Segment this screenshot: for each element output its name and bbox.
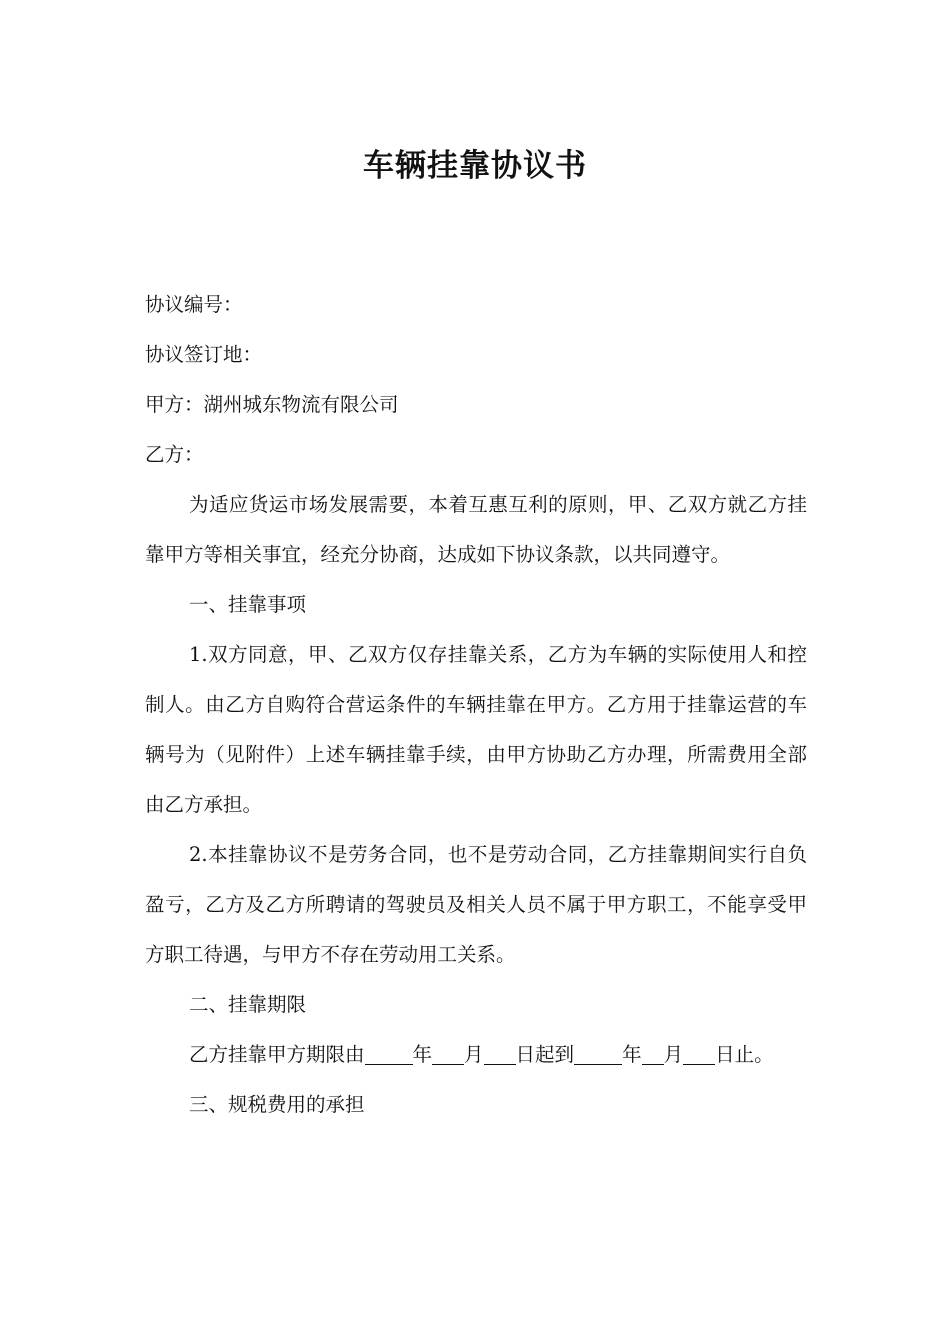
- start-day-blank: [484, 1044, 516, 1065]
- month-label: 月: [464, 1043, 484, 1066]
- section-2-term-paragraph: [145, 1030, 807, 1080]
- term-prefix: 乙方挂靠甲方期限由: [189, 1043, 365, 1066]
- day-from-label: 日起到: [515, 1043, 575, 1066]
- section-1-heading: 一、挂靠事项: [189, 593, 307, 616]
- end-month-label: 月: [663, 1043, 684, 1066]
- end-month-blank: [642, 1044, 664, 1065]
- intro-paragraph: 为适应货运市场发展需要，本着互惠互利的原则，甲、乙双方就乙方挂靠甲方等相关事宜，经充分协商，达成如下协议条款，以共同遵守。: [145, 493, 807, 566]
- term-end-label: 止。: [734, 1043, 774, 1066]
- section-2-heading: 二、挂靠期限: [189, 993, 307, 1016]
- end-year-blank: [574, 1044, 622, 1065]
- end-day-blank: [683, 1044, 715, 1065]
- agreement-number-field: 协议编号：: [145, 293, 243, 316]
- start-month-blank: [432, 1044, 464, 1065]
- end-year-label: 年: [622, 1043, 642, 1066]
- start-year-blank: [365, 1044, 413, 1065]
- document-title: 车辆挂靠协议书: [363, 148, 587, 184]
- section-3-heading: 三、规税费用的承担: [189, 1093, 365, 1116]
- signing-place-field: 协议签订地：: [145, 343, 263, 366]
- section-1-clause-1: 1.双方同意，甲、乙双方仅存挂靠关系，乙方为车辆的实际使用人和控制人。由乙方自购符合营运条件的车辆挂靠在甲方。乙方用于挂靠运营的车辆号为（见附件）上述车辆挂靠手续，由甲方协助乙方办理，所需费用全部由乙方承担。: [145, 643, 807, 816]
- section-1-clause-2: 2.本挂靠协议不是劳务合同，也不是劳动合同，乙方挂靠期间实行自负盈亏，乙方及乙方所聘请的驾驶员及相关人员不属于甲方职工，不能享受甲方职工待遇，与甲方不存在劳动用工关系。: [145, 843, 807, 966]
- party-a-field: 甲方：湖州城东物流有限公司: [145, 393, 399, 416]
- party-b-field: 乙方：: [145, 443, 204, 466]
- end-day-label: 日: [715, 1043, 735, 1066]
- year-label: 年: [412, 1043, 433, 1066]
- document-body: [145, 280, 807, 1130]
